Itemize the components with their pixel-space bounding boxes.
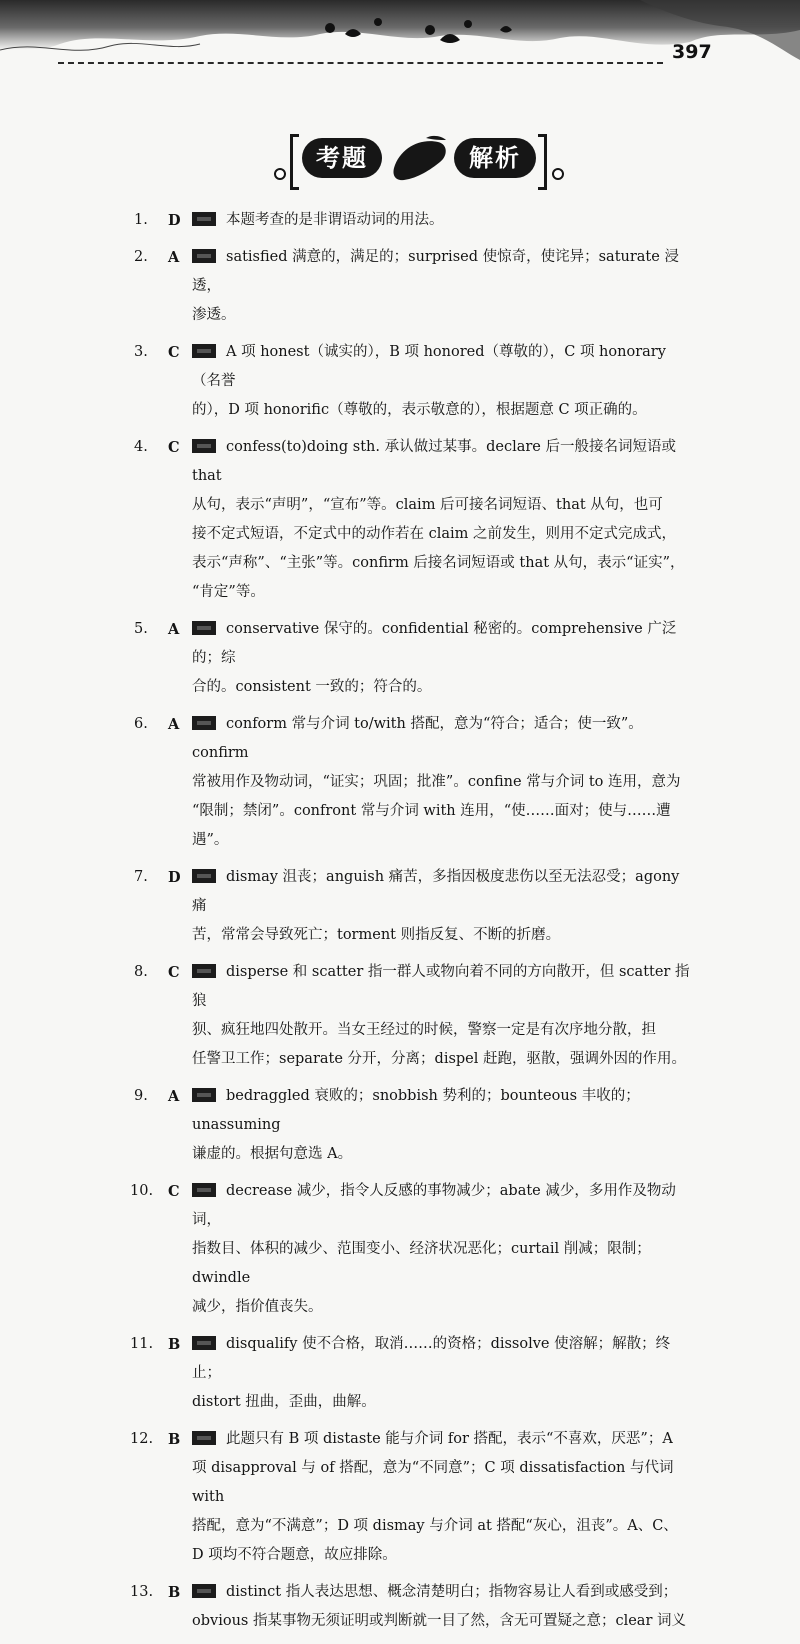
answer-item bbox=[134, 958, 694, 1074]
explanation-line: 减少，指价值丧失。 bbox=[192, 1299, 323, 1315]
explanation-text: 本题考查的是非谓语动词的用法。 bbox=[226, 212, 444, 228]
page-number: 397 bbox=[672, 41, 712, 63]
title-bracket-left bbox=[290, 134, 299, 190]
explanation-line: 狈、疯狂地四处散开。当女王经过的时候，警察一定是有次序地分散，担 bbox=[192, 1022, 656, 1038]
question-number: 3. bbox=[134, 344, 148, 360]
question-number: 11. bbox=[130, 1336, 154, 1352]
answer-letter: D bbox=[168, 869, 181, 886]
title-bracket-right bbox=[538, 134, 547, 190]
explanation-badge-icon bbox=[192, 344, 216, 358]
explanation-text: satisfied 满意的，满足的；surprised 使惊奇，使诧异；saturate 浸透， bbox=[192, 249, 679, 294]
explanation-line: 谦虚的。根据句意选 A。 bbox=[192, 1146, 353, 1162]
explanation-text: A 项 honest（诚实的），B 项 honored（尊敬的），C 项 honorary（名誉 bbox=[192, 344, 666, 389]
explanation-badge-icon bbox=[192, 1336, 216, 1350]
answer-letter: C bbox=[168, 344, 180, 361]
explanation-line: 接不定式短语，不定式中的动作若在 claim 之前发生，则用不定式完成式， bbox=[192, 526, 677, 542]
answer-letter: D bbox=[168, 212, 181, 229]
section-title bbox=[268, 130, 568, 200]
question-number: 7. bbox=[134, 869, 148, 885]
answer-item bbox=[134, 1082, 694, 1169]
answer-letter: C bbox=[168, 964, 180, 981]
explanation-line bbox=[138, 243, 694, 301]
explanation-badge-icon bbox=[192, 621, 216, 635]
explanation-line: 搭配，意为“不满意”；D 项 dismay 与介词 at 搭配“灰心，沮丧”。A、C、 bbox=[192, 1518, 678, 1534]
answer-item bbox=[134, 615, 694, 702]
explanation-line bbox=[138, 958, 694, 1016]
question-number: 1. bbox=[134, 212, 148, 228]
question-number: 2. bbox=[134, 249, 148, 265]
answer-letter: A bbox=[168, 1088, 180, 1105]
explanation-text: dismay 沮丧；anguish 痛苦，多指因极度悲伤以至无法忍受；agony 痛 bbox=[192, 869, 680, 914]
title-dot-right bbox=[552, 168, 564, 180]
explanation-line: 任警卫工作；separate 分开，分离；dispel 赶跑，驱散，强调外因的作用。 bbox=[192, 1051, 687, 1067]
explanation-text: disperse 和 scatter 指一群人或物向着不同的方向散开，但 scatter 指狼 bbox=[192, 964, 690, 1009]
explanation-line bbox=[138, 1578, 694, 1607]
explanation-text: confess(to)doing sth. 承认做过某事。declare 后一般接名词短语或 that bbox=[192, 439, 676, 484]
explanation-badge-icon bbox=[192, 249, 216, 263]
explanation-line: obvious 指某事物无须证明或判断就一目了然，含无可置疑之意；clear 词义 bbox=[192, 1613, 686, 1629]
explanation-line bbox=[138, 206, 694, 235]
explanation-line: 合的。consistent 一致的；符合的。 bbox=[192, 679, 432, 695]
explanation-text: conservative 保守的。confidential 秘密的。comprehensive 广泛的；综 bbox=[192, 621, 677, 666]
explanation-badge-icon bbox=[192, 439, 216, 453]
explanation-line bbox=[138, 710, 694, 768]
explanation-badge-icon bbox=[192, 1584, 216, 1598]
answer-item bbox=[134, 206, 694, 235]
explanation-line bbox=[138, 863, 694, 921]
brush-stroke-icon bbox=[390, 134, 450, 186]
answer-letter: B bbox=[168, 1336, 181, 1353]
answer-item bbox=[134, 433, 694, 607]
question-number: 6. bbox=[134, 716, 148, 732]
explanation-badge-icon bbox=[192, 1183, 216, 1197]
explanation-line: 的），D 项 honorific（尊敬的，表示敬意的），根据题意 C 项正确的。 bbox=[192, 402, 647, 418]
answer-item bbox=[134, 710, 694, 855]
answer-item bbox=[130, 1177, 694, 1322]
explanation-badge-icon bbox=[192, 964, 216, 978]
explanation-badge-icon bbox=[192, 1431, 216, 1445]
explanation-text: distinct 指人表达思想、概念清楚明白；指物容易让人看到或感受到； bbox=[226, 1584, 678, 1600]
explanation-line bbox=[138, 1177, 694, 1235]
header-dashed-line bbox=[58, 62, 663, 64]
title-left-label: 考题 bbox=[302, 138, 382, 178]
explanation-line: 苦，常常会导致死亡；torment 则指反复、不断的折磨。 bbox=[192, 927, 561, 943]
explanation-line: 项 disapproval 与 of 搭配，意为“不同意”；C 项 dissatisfaction 与代词 with bbox=[192, 1460, 674, 1505]
explanation-line bbox=[138, 1330, 694, 1388]
answer-letter: B bbox=[168, 1431, 181, 1448]
explanation-badge-icon bbox=[192, 1088, 216, 1102]
answer-item bbox=[134, 243, 694, 330]
explanation-line bbox=[138, 1082, 694, 1140]
explanation-text: conform 常与介词 to/with 搭配，意为“符合；适合；使一致”。confirm bbox=[192, 716, 643, 761]
explanation-line: 表示“声称”、“主张”等。confirm 后接名词短语或 that 从句，表示“证实”， bbox=[192, 555, 685, 571]
explanation-line: “肯定”等。 bbox=[192, 584, 265, 600]
question-number: 13. bbox=[130, 1584, 154, 1600]
explanation-line: “限制；禁闭”。confront 常与介词 with 连用，“使……面对；使与……遭遇”。 bbox=[192, 803, 671, 848]
answer-letter: C bbox=[168, 439, 180, 456]
explanation-line: distort 扭曲，歪曲，曲解。 bbox=[192, 1394, 376, 1410]
question-number: 8. bbox=[134, 964, 148, 980]
explanation-badge-icon bbox=[192, 212, 216, 226]
question-number: 9. bbox=[134, 1088, 148, 1104]
question-number: 5. bbox=[134, 621, 148, 637]
question-number: 4. bbox=[134, 439, 148, 455]
question-number: 12. bbox=[130, 1431, 154, 1447]
explanation-line: D 项均不符合题意，故应排除。 bbox=[192, 1547, 397, 1563]
explanation-line: 指数目、体积的减少、范围变小、经济状况恶化；curtail 削减；限制；dwindle bbox=[192, 1241, 651, 1286]
explanation-text: decrease 减少，指令人反感的事物减少；abate 减少，多用作及物动词， bbox=[192, 1183, 676, 1228]
answer-list bbox=[0, 206, 800, 1644]
explanation-line: 常被用作及物动词，“证实；巩固；批准”。confine 常与介词 to 连用，意为 bbox=[192, 774, 681, 790]
answer-letter: A bbox=[168, 249, 180, 266]
explanation-line bbox=[138, 1425, 694, 1454]
question-number: 10. bbox=[130, 1183, 154, 1199]
answer-letter: A bbox=[168, 621, 180, 638]
answer-item bbox=[134, 863, 694, 950]
answer-item bbox=[130, 1330, 694, 1417]
title-right-label: 解析 bbox=[454, 138, 536, 178]
explanation-line: 从句，表示“声明”，“宣布”等。claim 后可接名词短语、that 从句，也可 bbox=[192, 497, 663, 513]
explanation-line bbox=[138, 433, 694, 491]
title-dot-left bbox=[274, 168, 286, 180]
explanation-line bbox=[138, 338, 694, 396]
answer-letter: A bbox=[168, 716, 180, 733]
answer-item bbox=[130, 1425, 694, 1570]
explanation-badge-icon bbox=[192, 869, 216, 883]
explanation-badge-icon bbox=[192, 716, 216, 730]
answer-item bbox=[134, 338, 694, 425]
answer-item bbox=[130, 1578, 694, 1636]
explanation-line bbox=[138, 615, 694, 673]
explanation-line: 渗透。 bbox=[192, 307, 236, 323]
explanation-text: disqualify 使不合格，取消……的资格；dissolve 使溶解；解散；终止； bbox=[192, 1336, 671, 1381]
answer-letter: C bbox=[168, 1183, 180, 1200]
explanation-text: 此题只有 B 项 distaste 能与介词 for 搭配，表示“不喜欢，厌恶”；A bbox=[226, 1431, 673, 1447]
answer-letter: B bbox=[168, 1584, 181, 1601]
explanation-text: bedraggled 衰败的；snobbish 势利的；bounteous 丰收的；unassuming bbox=[192, 1088, 640, 1133]
page-header-band bbox=[0, 0, 800, 72]
